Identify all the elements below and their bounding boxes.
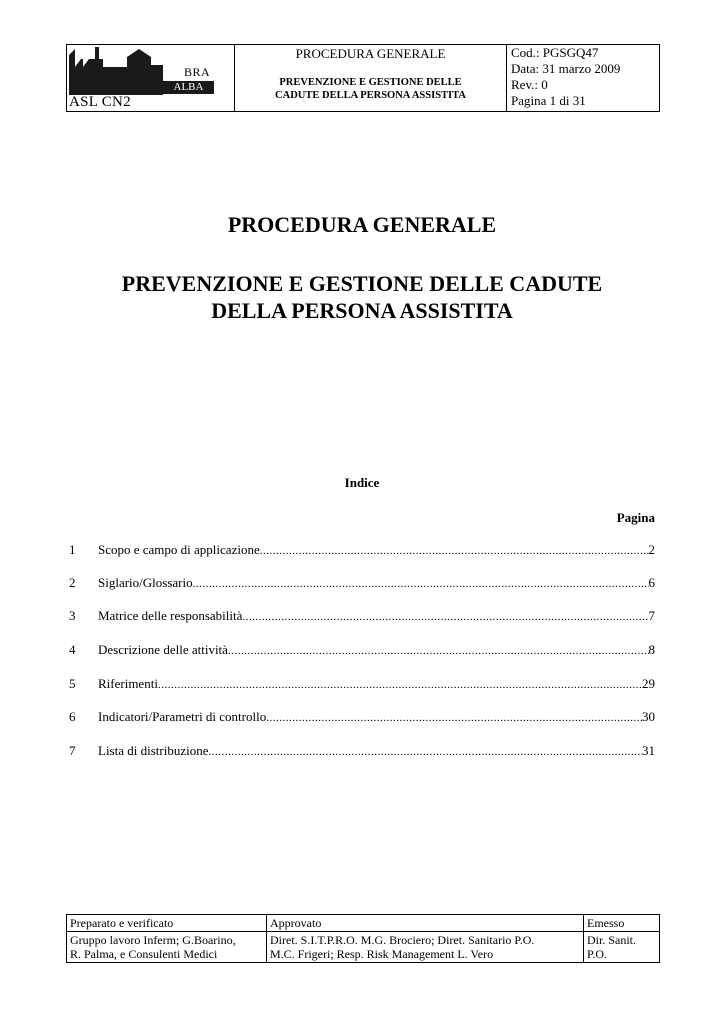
- toc-entry-number: 3: [69, 608, 76, 623]
- index-heading: Indice: [344, 475, 380, 490]
- toc-entry-number: 1: [69, 542, 76, 557]
- toc-entry-page: 2: [648, 542, 655, 557]
- approval-table-header-row: [67, 915, 660, 932]
- toc-leader-dots: [158, 676, 642, 694]
- header-issued: Emesso: [584, 915, 660, 932]
- toc-entry-page: 30: [642, 709, 655, 724]
- header-subject-line-2: CADUTE DELLA PERSONA ASSISTITA: [275, 90, 466, 101]
- toc-entry-number: 5: [69, 676, 76, 691]
- toc-entry[interactable]: [69, 708, 655, 726]
- index-page-column-label: Pagina: [616, 510, 655, 525]
- prepared-by: [67, 932, 267, 963]
- issued-by: [584, 932, 660, 963]
- logo-text-bra: BRA: [184, 65, 211, 79]
- header-doc-type: PROCEDURA GENERALE: [295, 46, 446, 61]
- issued-by-line-1: Dir. Sanit.: [587, 933, 637, 947]
- toc-entry-label: Indicatori/Parametri di controllo: [98, 709, 267, 724]
- approved-by-line-2: M.C. Frigeri; Resp. Risk Management L. Vero: [270, 947, 494, 961]
- asl-logo: [67, 45, 235, 111]
- prepared-by-line-2: R. Palma, e Consulenti Medici: [70, 947, 218, 961]
- approval-table-row: [67, 932, 660, 963]
- prepared-by-line-1: Gruppo lavoro Inferm; G.Boarino,: [70, 933, 236, 947]
- toc-entry-number: 2: [69, 575, 76, 590]
- toc-entry-page: 7: [648, 608, 655, 623]
- toc-entry[interactable]: [69, 641, 655, 659]
- building-silhouette-icon: [67, 45, 167, 95]
- header-subject-line-1: PREVENZIONE E GESTIONE DELLE: [279, 77, 462, 88]
- toc-entry-page: 29: [642, 676, 655, 691]
- toc-entry[interactable]: [69, 675, 655, 693]
- toc-entry-label: Descrizione delle attività: [98, 642, 228, 657]
- toc-leader-dots: [242, 608, 648, 626]
- approved-by-line-1: Diret. S.I.T.P.R.O. M.G. Brociero; Diret. Sanitario P.O.: [270, 933, 535, 947]
- approved-by: [267, 932, 584, 963]
- toc-leader-dots: [193, 575, 649, 593]
- toc-entry-page: 8: [648, 642, 655, 657]
- subtitle-line-2: DELLA PERSONA ASSISTITA: [211, 298, 513, 323]
- document-header: [66, 44, 660, 112]
- toc-entry-number: 6: [69, 709, 76, 724]
- toc-leader-dots: [260, 542, 649, 560]
- toc-entry[interactable]: [69, 574, 655, 592]
- toc-entry-number: 4: [69, 642, 76, 657]
- page-subtitle: [0, 270, 724, 324]
- issued-by-line-2: P.O.: [587, 947, 608, 961]
- toc-entry-number: 7: [69, 743, 76, 758]
- toc-entry-label: Scopo e campo di applicazione: [98, 542, 260, 557]
- toc-entry[interactable]: [69, 607, 655, 625]
- toc-entry-label: Lista di distribuzione: [98, 743, 209, 758]
- toc-entry[interactable]: [69, 541, 655, 559]
- toc-entry-page: 6: [648, 575, 655, 590]
- doc-date: Data: 31 marzo 2009: [511, 61, 621, 76]
- logo-text-alba: ALBA: [163, 81, 214, 94]
- subtitle-line-1: PREVENZIONE E GESTIONE DELLE CADUTE: [121, 271, 603, 296]
- header-approved: Approvato: [267, 915, 584, 932]
- toc-leader-dots: [208, 743, 642, 761]
- toc-entry-label: Riferimenti: [98, 676, 158, 691]
- toc-entry-page: 31: [642, 743, 655, 758]
- toc-entry-label: Siglario/Glossario: [98, 575, 193, 590]
- header-title-cell: [235, 45, 507, 111]
- page-title: PROCEDURA GENERALE: [227, 212, 497, 237]
- header-meta-cell: [507, 45, 659, 111]
- toc-leader-dots: [266, 709, 642, 727]
- toc-entry-label: Matrice delle responsabilità: [98, 608, 243, 623]
- doc-code: Cod.: PGSGQ47: [511, 45, 599, 60]
- toc-leader-dots: [228, 642, 649, 660]
- logo-text-asl: ASL CN2: [69, 94, 131, 110]
- header-doc-subject: [235, 76, 506, 102]
- doc-page-number: Pagina 1 di 31: [511, 93, 586, 108]
- approval-table: [66, 914, 660, 963]
- toc-entry[interactable]: [69, 742, 655, 760]
- header-prepared: Preparato e verificato: [67, 915, 267, 932]
- doc-revision: Rev.: 0: [511, 77, 548, 92]
